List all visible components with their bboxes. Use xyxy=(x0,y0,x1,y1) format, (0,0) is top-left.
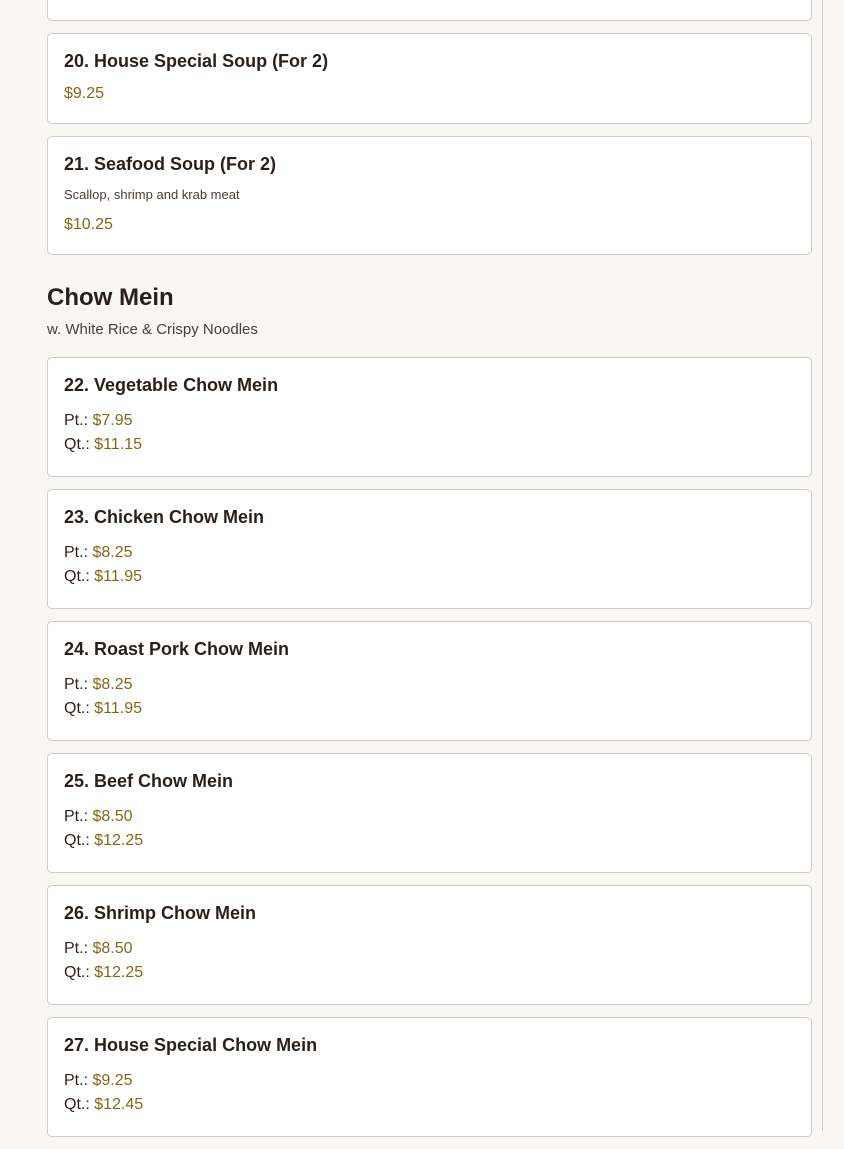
price-list xyxy=(64,805,795,872)
quart-price-row xyxy=(64,1093,795,1117)
pint-label: Pt.: xyxy=(64,412,89,429)
item-title: 27. House Special Chow Mein xyxy=(64,1035,318,1055)
quart-price: $11.15 xyxy=(94,436,142,453)
menu-content xyxy=(47,0,812,1149)
quart-price-row xyxy=(64,961,795,985)
quart-label: Qt.: xyxy=(64,436,90,453)
pint-price-row xyxy=(64,937,795,961)
quart-label: Qt.: xyxy=(64,832,90,849)
item-title: 20. House Special Soup (For 2) xyxy=(64,51,329,71)
pint-price: $9.25 xyxy=(92,1072,133,1089)
menu-item-card[interactable] xyxy=(47,1017,812,1137)
item-title: 21. Seafood Soup (For 2) xyxy=(64,154,277,174)
section-header-chow-mein xyxy=(47,283,812,339)
quart-price: $11.95 xyxy=(94,568,142,585)
pint-price: $8.25 xyxy=(92,544,133,561)
item-title: 24. Roast Pork Chow Mein xyxy=(64,639,290,659)
item-title: 22. Vegetable Chow Mein xyxy=(64,375,279,395)
pint-price: $8.50 xyxy=(92,808,133,825)
price-list xyxy=(64,409,795,476)
quart-price: $12.45 xyxy=(94,1096,144,1113)
quart-price-row xyxy=(64,829,795,853)
pint-price: $8.50 xyxy=(92,940,133,957)
pint-label: Pt.: xyxy=(64,1072,89,1089)
chow-mein-item-list xyxy=(47,357,812,1137)
quart-price: $11.95 xyxy=(94,700,142,717)
price-list xyxy=(64,1069,795,1136)
quart-price-row xyxy=(64,565,795,589)
quart-label: Qt.: xyxy=(64,964,90,981)
menu-item-card[interactable] xyxy=(47,136,812,255)
pint-price-row xyxy=(64,673,795,697)
pint-price-row xyxy=(64,409,795,433)
section-subtitle: w. White Rice & Crispy Noodles xyxy=(47,321,258,338)
item-description: Scallop, shrimp and krab meat xyxy=(64,187,240,202)
quart-price-row xyxy=(64,697,795,721)
menu-item-card[interactable] xyxy=(47,33,812,124)
pint-label: Pt.: xyxy=(64,676,89,693)
menu-item-card[interactable] xyxy=(47,621,812,741)
menu-item-card[interactable] xyxy=(47,753,812,873)
quart-label: Qt.: xyxy=(64,568,90,585)
item-title: 25. Beef Chow Mein xyxy=(64,771,234,791)
menu-item-card-partial[interactable] xyxy=(47,0,812,21)
item-title: 26. Shrimp Chow Mein xyxy=(64,903,257,923)
item-price: $9.25 xyxy=(64,85,105,102)
price-list xyxy=(64,673,795,740)
menu-item-card[interactable] xyxy=(47,357,812,477)
item-title: 23. Chicken Chow Mein xyxy=(64,507,265,527)
price-list xyxy=(64,541,795,608)
pint-price-row xyxy=(64,805,795,829)
section-title: Chow Mein xyxy=(47,284,174,311)
pint-price-row xyxy=(64,541,795,565)
quart-label: Qt.: xyxy=(64,700,90,717)
pint-price: $7.95 xyxy=(92,412,133,429)
pint-label: Pt.: xyxy=(64,808,89,825)
pint-label: Pt.: xyxy=(64,544,89,561)
menu-item-card[interactable] xyxy=(47,885,812,1005)
quart-price: $12.25 xyxy=(94,964,144,981)
menu-item-card[interactable] xyxy=(47,489,812,609)
quart-price-row xyxy=(64,433,795,457)
scroll-edge-divider xyxy=(822,0,823,1131)
quart-label: Qt.: xyxy=(64,1096,90,1113)
price-list xyxy=(64,937,795,1004)
pint-price: $8.25 xyxy=(92,676,133,693)
pint-label: Pt.: xyxy=(64,940,89,957)
quart-price: $12.25 xyxy=(94,832,144,849)
item-price: $10.25 xyxy=(64,216,113,233)
pint-price-row xyxy=(64,1069,795,1093)
